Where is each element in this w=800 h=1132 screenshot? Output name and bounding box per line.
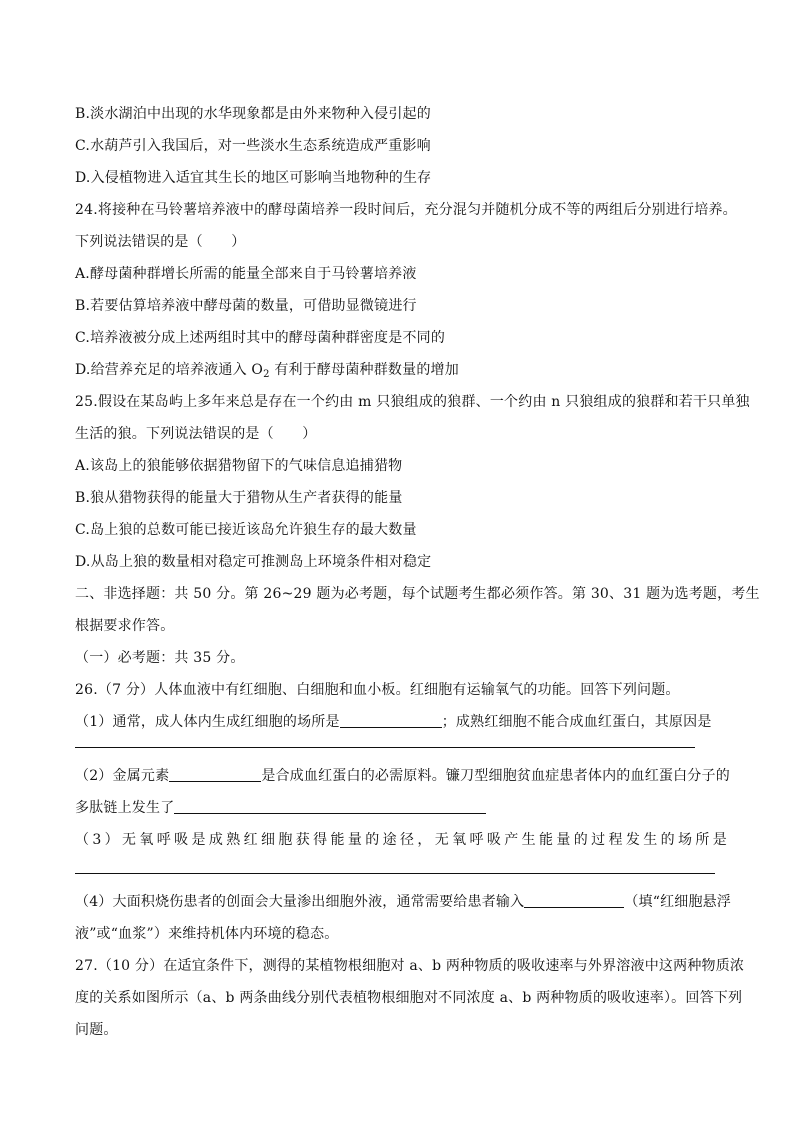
answer-blank[interactable] <box>524 893 624 908</box>
q23-option-c: C.水葫芦引入我国后，对一些淡水生态系统造成严重影响 <box>75 138 431 154</box>
q26-part4 <box>75 893 731 911</box>
q26-part1 <box>75 713 712 731</box>
oxygen-subscript: 2 <box>263 369 270 380</box>
q27-stem-line1: 27.（10 分）在适宜条件下，测得的某植物根细胞对 a、b 两种物质的吸收速率与外界溶液中这两种物质浓 <box>75 958 745 974</box>
q23-option-b: B.淡水湖泊中出现的水华现象都是由外来物种入侵引起的 <box>75 106 431 122</box>
section2-heading-line1: 二、非选择题：共 50 分。第 26~29 题为必考题，每个试题考生都必须作答。第 30、31 题为选考题，考生 <box>75 586 760 602</box>
q24-stem-line2: 下列说法错误的是（ ） <box>75 234 246 250</box>
q23-option-d: D.入侵植物进入适宜其生长的地区可影响当地物种的生存 <box>75 170 432 186</box>
answer-blank[interactable] <box>174 799 486 814</box>
q25-option-a: A.该岛上的狼能够依据猎物留下的气味信息追捕猎物 <box>75 458 403 474</box>
q26-part2-pre: （2）金属元素 <box>75 768 170 784</box>
q25-option-d: D.从岛上狼的数量相对稳定可推测岛上环境条件相对稳定 <box>75 554 432 570</box>
section2-heading-line2: 根据要求作答。 <box>75 618 175 634</box>
q25-option-c: C.岛上狼的总数可能已接近该岛允许狼生存的最大数量 <box>75 522 417 538</box>
q24-option-b: B.若要估算培养液中酵母菌的数量，可借助显微镜进行 <box>75 298 417 314</box>
q25-stem-line2: 生活的狼。下列说法错误的是（ ） <box>75 426 317 442</box>
q24-option-c: C.培养液被分成上述两组时其中的酵母菌种群密度是不同的 <box>75 330 446 346</box>
q24-stem-line1: 24.将接种在马铃薯培养液中的酵母菌培养一段时间后，充分混匀并随机分成不等的两组后分别进行培养。 <box>75 202 737 218</box>
q24-option-d <box>75 361 459 379</box>
q26-part2-line2-text: 多肽链上发生了 <box>75 800 175 816</box>
q26-part2-post: 是合成血红蛋白的必需原料。镰刀型细胞贫血症患者体内的血红蛋白分子的 <box>261 768 730 784</box>
q24-option-d-pre: D.给营养充足的培养液通入 O <box>75 362 264 378</box>
q26-part4-line2: 液”或“血浆”）来维持机体内环境的稳态。 <box>75 926 339 942</box>
q26-part4-pre: （4）大面积烧伤患者的创面会大量渗出细胞外液，通常需要给患者输入 <box>75 894 525 910</box>
q24-option-d-post: 有利于酵母菌种群数量的增加 <box>269 362 459 378</box>
q26-part3: （3）无氧呼吸是成熟红细胞获得能量的途径，无氧呼吸产生能量的过程发生的场所是 <box>75 832 727 848</box>
q26-part2-line2 <box>75 799 486 817</box>
q26-part1-post: ；成熟红细胞不能合成血红蛋白，其原因是 <box>441 714 712 730</box>
q26-part2 <box>75 767 730 785</box>
q27-stem-line2: 度的关系如图所示（a、b 两条曲线分别代表植物根细胞对不同浓度 a、b 两种物质的吸收速率）。回答下列 <box>75 990 743 1006</box>
q26-part1-pre: （1）通常，成人体内生成红细胞的场所是 <box>75 714 340 730</box>
q27-stem-line3: 问题。 <box>75 1022 118 1038</box>
answer-blank[interactable] <box>340 713 442 728</box>
answer-line[interactable] <box>75 873 715 874</box>
q24-option-a: A.酵母菌种群增长所需的能量全部来自于马铃薯培养液 <box>75 266 417 282</box>
q25-option-b: B.狼从猎物获得的能量大于猎物从生产者获得的能量 <box>75 490 403 506</box>
answer-line[interactable] <box>75 747 695 748</box>
required-questions-heading: （一）必考题：共 35 分。 <box>75 650 245 666</box>
q26-stem: 26.（7 分）人体血液中有红细胞、白细胞和血小板。红细胞有运输氧气的功能。回答下列问题。 <box>75 682 680 698</box>
answer-blank[interactable] <box>169 767 261 782</box>
q26-part4-post: （填“红细胞悬浮 <box>624 894 732 910</box>
q25-stem-line1: 25.假设在某岛屿上多年来总是存在一个约由 m 只狼组成的狼群、一个约由 n 只狼组成的狼群和若干只单独 <box>75 394 750 410</box>
